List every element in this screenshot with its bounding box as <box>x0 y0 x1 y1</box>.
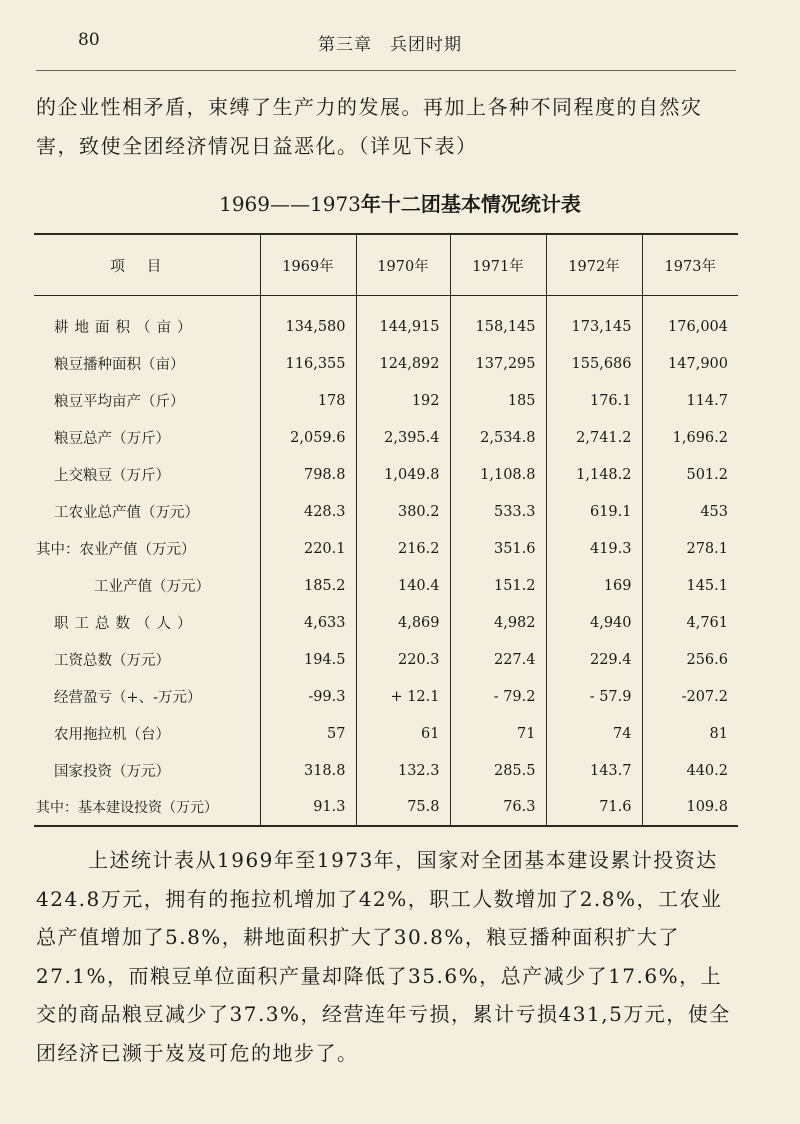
table-header-row <box>34 234 738 296</box>
cell-value: 440.2 <box>642 752 738 789</box>
row-label: 工资总数（万元） <box>54 653 170 669</box>
statistics-table <box>34 233 738 827</box>
cell-value: 798.8 <box>260 456 356 493</box>
cell-value: 158,145 <box>450 296 546 346</box>
cell-value: 71.6 <box>546 789 642 826</box>
row-label: 耕地面积（亩） <box>54 320 198 336</box>
table-row <box>34 752 738 789</box>
header-year: 1973年 <box>642 234 738 296</box>
cell-value: 192 <box>356 382 450 419</box>
cell-value: 116,355 <box>260 345 356 382</box>
cell-value: 1,696.2 <box>642 419 738 456</box>
cell-value: 178 <box>260 382 356 419</box>
running-head: 第三章 兵团时期 <box>318 35 462 55</box>
cell-value: 132.3 <box>356 752 450 789</box>
row-label: 农用拖拉机（台） <box>54 727 170 743</box>
summary-paragraph: 上述统计表从1969年至1973年，国家对全团基本建设累计投资达424.8万元，拥有的拖拉机增加了42%，职工人数增加了2.8%，工农业总产值增加了5.8%，耕地面积扩大了30.8%，粮豆播种面积扩大了27.1%，而粮豆单位面积产量却降低了35.6%，总产减少了17.6%，上交的商品粮豆减少了37.3%，经营连年亏损，累计亏损431,5万元，使全团经济已濒于岌岌可危的地步了。 <box>36 848 731 1065</box>
cell-value: 227.4 <box>450 641 546 678</box>
cell-value: 2,534.8 <box>450 419 546 456</box>
header-item: 项目 <box>34 234 260 296</box>
table-title <box>0 188 800 217</box>
cell-value: -99.3 <box>260 678 356 715</box>
cell-value: 256.6 <box>642 641 738 678</box>
row-label: 粮豆播种面积（亩） <box>54 357 185 373</box>
row-label: 经营盈亏（+、-万元） <box>54 690 202 706</box>
cell-value: 147,900 <box>642 345 738 382</box>
cell-value: 185 <box>450 382 546 419</box>
row-label: 工农业总产值（万元） <box>54 505 199 521</box>
cell-value: 145.1 <box>642 567 738 604</box>
cell-value: 137,295 <box>450 345 546 382</box>
table-row <box>34 296 738 346</box>
cell-value: 380.2 <box>356 493 450 530</box>
table-row <box>34 456 738 493</box>
cell-value: 134,580 <box>260 296 356 346</box>
header-year: 1971年 <box>450 234 546 296</box>
cell-value: 140.4 <box>356 567 450 604</box>
cell-value: 351.6 <box>450 530 546 567</box>
header-year: 1969年 <box>260 234 356 296</box>
table-row <box>34 345 738 382</box>
cell-value: 176,004 <box>642 296 738 346</box>
cell-value: 2,741.2 <box>546 419 642 456</box>
cell-value: 419.3 <box>546 530 642 567</box>
cell-value: 173,145 <box>546 296 642 346</box>
cell-value: - 79.2 <box>450 678 546 715</box>
cell-value: 71 <box>450 715 546 752</box>
cell-value: 74 <box>546 715 642 752</box>
cell-value: 75.8 <box>356 789 450 826</box>
cell-value: 229.4 <box>546 641 642 678</box>
cell-value: 4,940 <box>546 604 642 641</box>
table-row <box>34 530 738 567</box>
cell-value: 81 <box>642 715 738 752</box>
cell-value: 1,108.8 <box>450 456 546 493</box>
cell-value: -207.2 <box>642 678 738 715</box>
cell-value: 4,869 <box>356 604 450 641</box>
header-year: 1972年 <box>546 234 642 296</box>
table-row <box>34 604 738 641</box>
cell-value: 533.3 <box>450 493 546 530</box>
row-label: 职工总数（人） <box>54 616 198 632</box>
cell-value: 1,049.8 <box>356 456 450 493</box>
table-row <box>34 789 738 826</box>
row-label: 粮豆平均亩产（斤） <box>54 394 185 410</box>
header-year: 1970年 <box>356 234 450 296</box>
table-row <box>34 678 738 715</box>
row-label: 其中：基本建设投资（万元） <box>36 800 218 816</box>
cell-value: 1,148.2 <box>546 456 642 493</box>
cell-value: 453 <box>642 493 738 530</box>
cell-value: 109.8 <box>642 789 738 826</box>
cell-value: 57 <box>260 715 356 752</box>
cell-value: + 12.1 <box>356 678 450 715</box>
table-row <box>34 567 738 604</box>
row-label: 上交粮豆（万斤） <box>54 468 170 484</box>
header-rule <box>36 70 736 71</box>
cell-value: 619.1 <box>546 493 642 530</box>
page-header <box>78 30 738 60</box>
cell-value: 91.3 <box>260 789 356 826</box>
cell-value: 278.1 <box>642 530 738 567</box>
cell-value: 194.5 <box>260 641 356 678</box>
table-row <box>34 382 738 419</box>
table-title-text: 年十二团基本情况统计表 <box>360 192 581 216</box>
cell-value: 216.2 <box>356 530 450 567</box>
cell-value: 185.2 <box>260 567 356 604</box>
table-row <box>34 641 738 678</box>
cell-value: 285.5 <box>450 752 546 789</box>
cell-value: 76.3 <box>450 789 546 826</box>
cell-value: 2,059.6 <box>260 419 356 456</box>
cell-value: 169 <box>546 567 642 604</box>
cell-value: 124,892 <box>356 345 450 382</box>
table-row <box>34 419 738 456</box>
table-row <box>34 493 738 530</box>
cell-value: 4,633 <box>260 604 356 641</box>
cell-value: 4,982 <box>450 604 546 641</box>
cell-value: 220.1 <box>260 530 356 567</box>
cell-value: 143.7 <box>546 752 642 789</box>
intro-paragraph: 的企业性相矛盾，束缚了生产力的发展。再加上各种不同程度的自然灾害，致使全团经济情况日益恶化。（详见下表） <box>36 95 703 158</box>
row-label: 国家投资（万元） <box>54 764 170 780</box>
cell-value: 2,395.4 <box>356 419 450 456</box>
cell-value: 4,761 <box>642 604 738 641</box>
cell-value: 428.3 <box>260 493 356 530</box>
table-title-years: 1969——1973 <box>219 192 361 216</box>
cell-value: 144,915 <box>356 296 450 346</box>
cell-value: 318.8 <box>260 752 356 789</box>
row-label: 工业产值（万元） <box>94 579 210 595</box>
cell-value: 155,686 <box>546 345 642 382</box>
row-label: 粮豆总产（万斤） <box>54 431 170 447</box>
cell-value: 151.2 <box>450 567 546 604</box>
cell-value: 61 <box>356 715 450 752</box>
cell-value: 220.3 <box>356 641 450 678</box>
cell-value: 176.1 <box>546 382 642 419</box>
cell-value: 501.2 <box>642 456 738 493</box>
row-label: 其中：农业产值（万元） <box>36 542 196 558</box>
table-row <box>34 715 738 752</box>
page-number: 80 <box>78 30 100 50</box>
cell-value: - 57.9 <box>546 678 642 715</box>
cell-value: 114.7 <box>642 382 738 419</box>
